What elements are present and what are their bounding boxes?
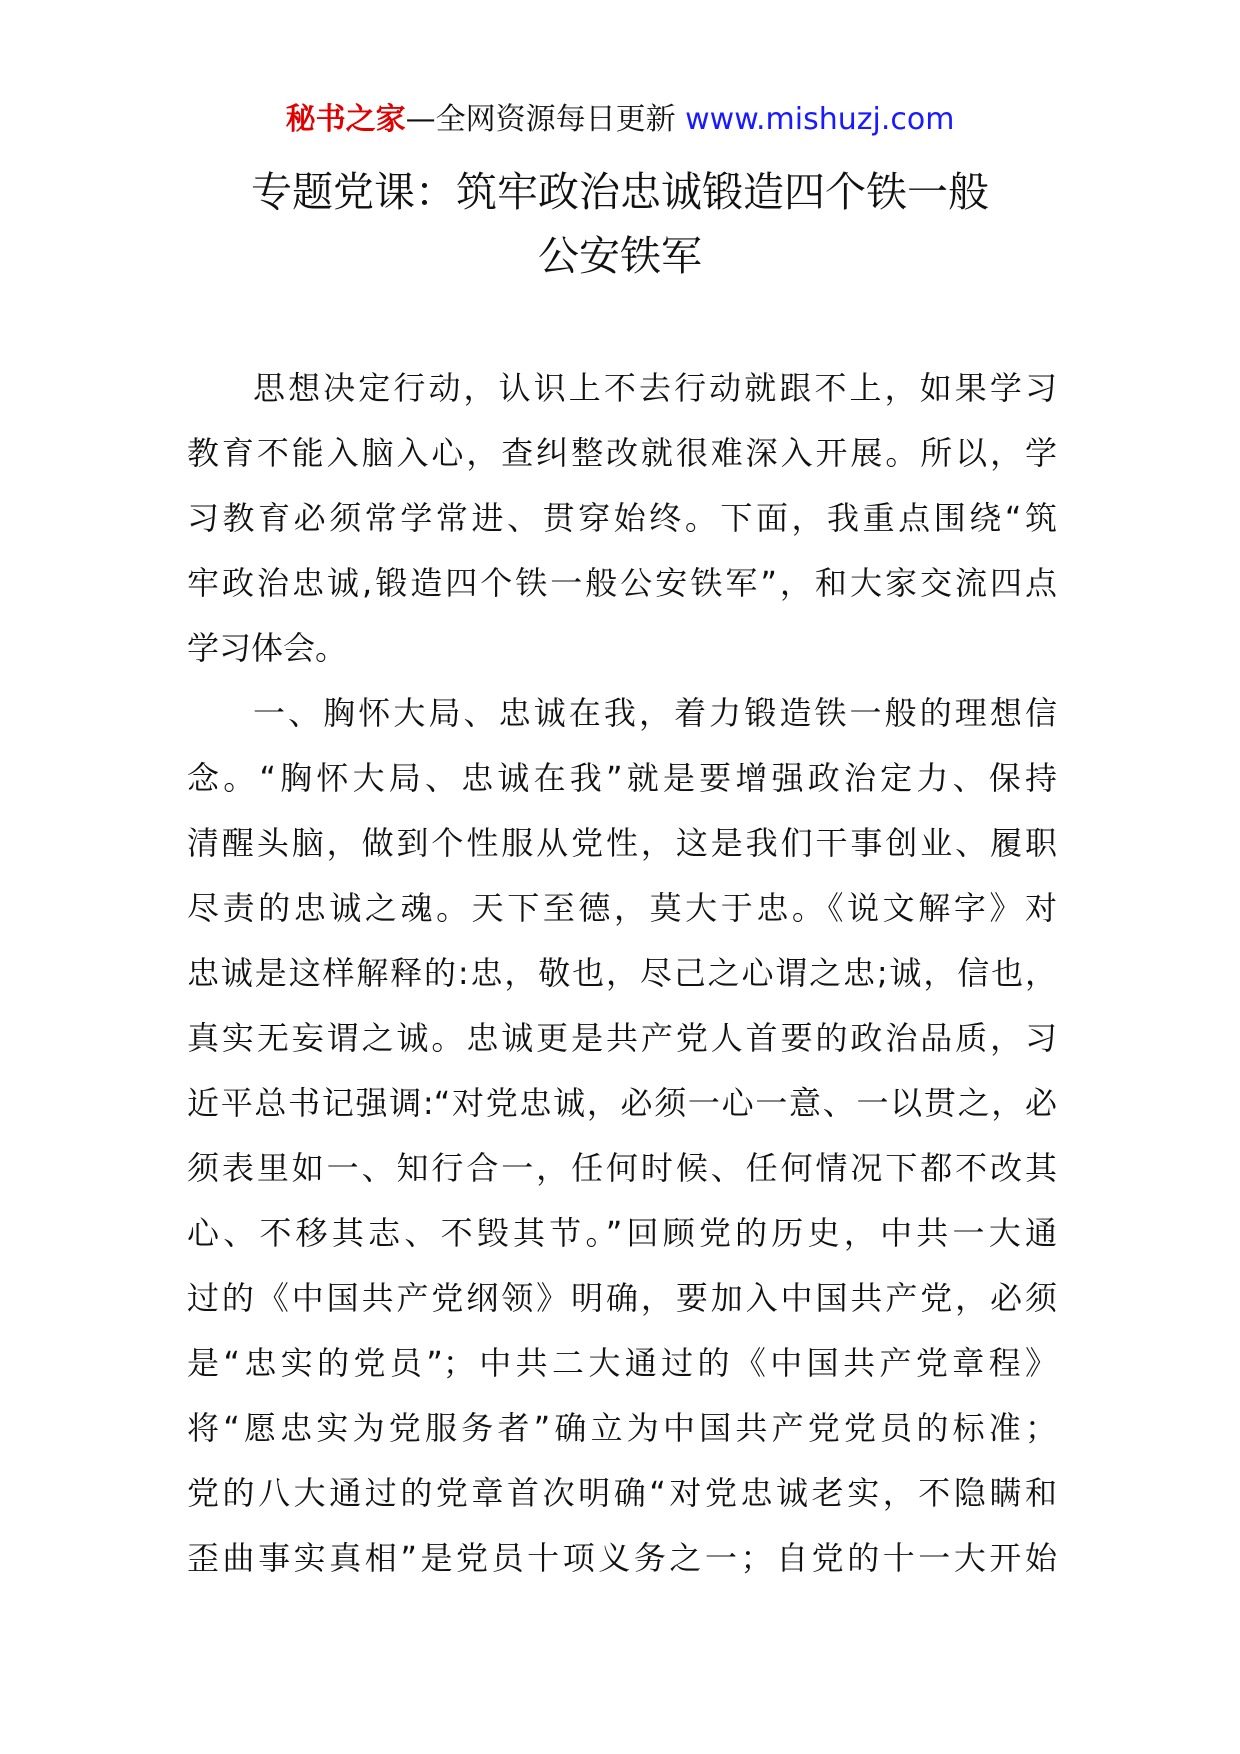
- title-line-1: 专题党课：筑牢政治忠诚锻造四个铁一般: [251, 168, 989, 216]
- site-banner: [0, 100, 1240, 140]
- text-line: 牢政治忠诚,锻造四个铁一般公安铁军”，和大家交流四点: [187, 564, 1057, 602]
- text-line: 党的八大通过的党章首次明确“对党忠诚老实，不隐瞒和: [187, 1474, 1057, 1512]
- brand-name: 秘书之家: [285, 102, 406, 137]
- text-line: 习教育必须常学常进、贯穿始终。下面，我重点围绕“筑: [187, 499, 1057, 537]
- text-line: 歪曲事实真相”是党员十项义务之一；自党的十一大开始: [187, 1539, 1057, 1577]
- text-line: 近平总书记强调:“对党忠诚，必须一心一意、一以贯之，必: [187, 1084, 1057, 1122]
- text-line: 忠诚是这样解释的:忠，敬也，尽己之心谓之忠;诚，信也，: [187, 954, 1057, 992]
- banner-slogan: —全网资源每日更新: [405, 102, 676, 137]
- text-line: 思想决定行动，认识上不去行动就跟不上，如果学习: [253, 369, 1057, 407]
- text-line: 尽责的忠诚之魂。天下至德，莫大于忠。《说文解字》对: [187, 889, 1057, 927]
- text-line: 清醒头脑，做到个性服从党性，这是我们干事创业、履职: [187, 824, 1057, 862]
- paragraph-section-one: [187, 681, 1057, 1591]
- text-line: 须表里如一、知行合一，任何时候、任何情况下都不改其: [187, 1149, 1057, 1187]
- document-title: [160, 160, 1080, 288]
- text-line: 教育不能入脑入心，查纠整改就很难深入开展。所以，学: [187, 434, 1057, 472]
- text-line: 学习体会。: [187, 629, 348, 667]
- text-line: 是“忠实的党员”；中共二大通过的《中国共产党章程》: [187, 1344, 1057, 1382]
- text-line: 过的《中国共产党纲领》明确，要加入中国共产党，必须: [187, 1279, 1057, 1317]
- text-line: 念。“胸怀大局、忠诚在我”就是要增强政治定力、保持: [187, 759, 1057, 797]
- text-line: 心、不移其志、不毁其节。”回顾党的历史，中共一大通: [187, 1214, 1057, 1252]
- title-line-2: 公安铁军: [538, 232, 702, 280]
- text-line: 真实无妄谓之诚。忠诚更是共产党人首要的政治品质，习: [187, 1019, 1057, 1057]
- text-line: 一、胸怀大局、忠诚在我，着力锻造铁一般的理想信: [253, 694, 1057, 732]
- site-url-link[interactable]: www.mishuzj.com: [685, 102, 955, 137]
- document-body: [187, 356, 1057, 1591]
- text-line: 将“愿忠实为党服务者”确立为中国共产党党员的标准；: [187, 1409, 1057, 1447]
- paragraph-intro: [187, 356, 1057, 681]
